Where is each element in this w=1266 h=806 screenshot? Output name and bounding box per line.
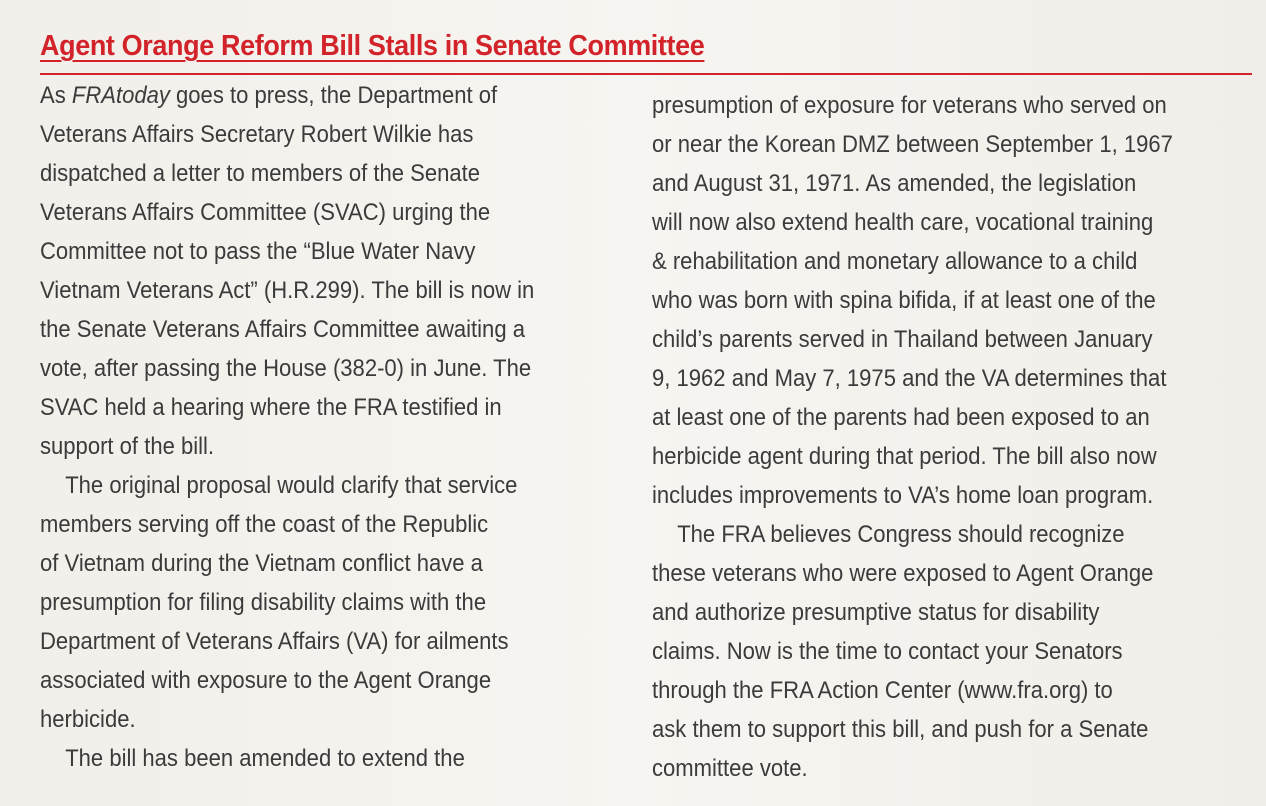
article-column-left	[40, 76, 558, 778]
body-line: Veterans Affairs Committee (SVAC) urging the	[40, 199, 491, 226]
body-line: includes improvements to VA’s home loan program.	[652, 482, 1154, 509]
article-column-right	[652, 86, 1173, 788]
body-line: The bill has been amended to extend the	[65, 745, 465, 772]
body-line: dispatched a letter to members of the Senate	[40, 160, 481, 187]
body-line: Department of Veterans Affairs (VA) for ailments	[40, 628, 509, 655]
body-line: support of the bill.	[40, 433, 215, 460]
body-line: vote, after passing the House (382-0) in June. The	[40, 355, 532, 382]
article-headline: Agent Orange Reform Bill Stalls in Senate Committee	[40, 30, 705, 62]
body-line: who was born with spina bifida, if at least one of the	[652, 287, 1156, 314]
body-line: committee vote.	[652, 755, 808, 782]
body-line: Vietnam Veterans Act” (H.R.299). The bill is now in	[40, 277, 535, 304]
body-line: and August 31, 1971. As amended, the legislation	[652, 170, 1137, 197]
body-line: Committee not to pass the “Blue Water Navy	[40, 238, 476, 265]
body-line: claims. Now is the time to contact your Senators	[652, 638, 1123, 665]
body-line: As FRAtoday goes to press, the Department of	[40, 82, 498, 109]
body-line: these veterans who were exposed to Agent Orange	[652, 560, 1154, 587]
body-line: The original proposal would clarify that service	[65, 472, 518, 499]
body-line: of Vietnam during the Vietnam conflict have a	[40, 550, 483, 577]
headline-rule	[40, 73, 1252, 75]
body-line: 9, 1962 and May 7, 1975 and the VA determines that	[652, 365, 1167, 392]
body-line: the Senate Veterans Affairs Committee awaiting a	[40, 316, 525, 343]
body-line: & rehabilitation and monetary allowance to a child	[652, 248, 1138, 275]
body-line: through the FRA Action Center (www.fra.org) to	[652, 677, 1113, 704]
body-line: presumption for filing disability claims with the	[40, 589, 487, 616]
publication-name: FRAtoday	[71, 82, 170, 109]
body-line: child’s parents served in Thailand between January	[652, 326, 1153, 353]
body-line: will now also extend health care, vocational training	[652, 209, 1154, 236]
body-line: herbicide agent during that period. The bill also now	[652, 443, 1157, 470]
body-line: SVAC held a hearing where the FRA testified in	[40, 394, 502, 421]
body-line: presumption of exposure for veterans who served on	[652, 92, 1167, 119]
body-line: or near the Korean DMZ between September 1, 1967	[652, 131, 1173, 158]
body-line: herbicide.	[40, 706, 136, 733]
body-line: ask them to support this bill, and push for a Senate	[652, 716, 1149, 743]
body-line: associated with exposure to the Agent Orange	[40, 667, 492, 694]
body-line: members serving off the coast of the Republic	[40, 511, 489, 538]
body-line: Veterans Affairs Secretary Robert Wilkie has	[40, 121, 474, 148]
body-line: at least one of the parents had been exposed to an	[652, 404, 1150, 431]
body-line: and authorize presumptive status for disability	[652, 599, 1100, 626]
body-line: The FRA believes Congress should recognize	[677, 521, 1125, 548]
